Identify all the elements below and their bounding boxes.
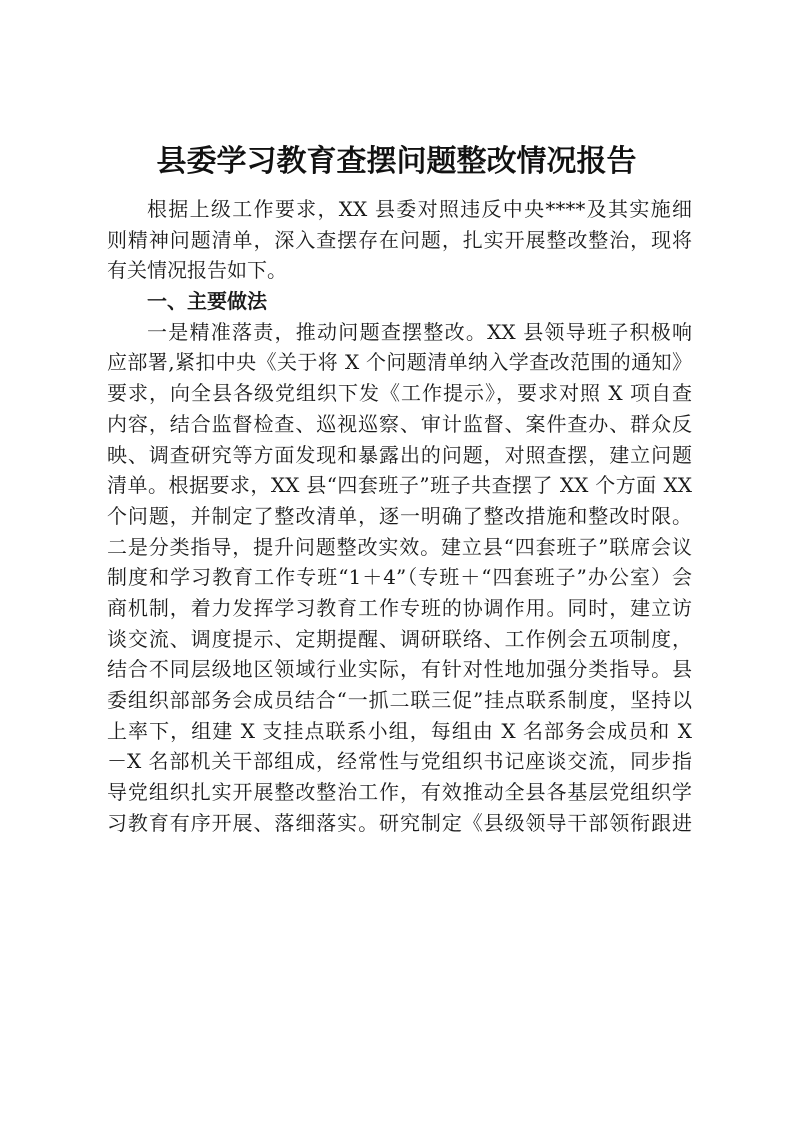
document-body (107, 194, 692, 838)
paragraph-line: 导党组织扎实开展整改整治工作，有效推动全县各基层党组织学 (107, 780, 692, 805)
paragraph-line: 谈交流、调度提示、定期提醒、调研联络、工作例会五项制度， (107, 626, 692, 651)
paragraph-line: 应部署,紧扣中央《关于将 X 个问题清单纳入学查改范围的通知》 (107, 350, 692, 375)
section-heading: 一、主要做法 (147, 289, 267, 314)
paragraph-line: －X 名部机关干部组成，经常性与党组织书记座谈交流，同步指 (107, 749, 692, 774)
paragraph-line: 二是分类指导，提升问题整改实效。建立县“四套班子”联席会议 (107, 534, 692, 559)
paragraph-line: 要求，向全县各级党组织下发《工作提示》，要求对照 X 项自查 (107, 381, 692, 406)
paragraph-line: 上率下，组建 X 支挂点联系小组，每组由 X 名部务会成员和 X (107, 718, 692, 743)
document-title: 县委学习教育查摆问题整改情况报告 (156, 144, 637, 179)
paragraph-line: 习教育有序开展、落细落实。研究制定《县级领导干部领衔跟进 (107, 810, 692, 835)
paragraph-line: 内容，结合监督检查、巡视巡察、审计监督、案件查办、群众反 (107, 411, 692, 436)
paragraph-line: 结合不同层级地区领域行业实际，有针对性地加强分类指导。县 (107, 657, 692, 682)
paragraph-line: 有关情况报告如下。 (107, 258, 287, 283)
paragraph-line: 个问题，并制定了整改清单，逐一明确了整改措施和整改时限。 (107, 503, 692, 528)
paragraph-line: 委组织部部务会成员结合“一抓二联三促”挂点联系制度，坚持以 (107, 688, 692, 712)
paragraph-line: 映、调查研究等方面发现和暴露出的问题，对照查摆，建立问题 (107, 442, 692, 467)
paragraph-line: 则精神问题清单，深入查摆存在问题，扎实开展整改整治，现将 (107, 227, 692, 252)
paragraph-line: 清单。根据要求，XX 县“四套班子”班子共查摆了 XX 个方面 XX (107, 473, 692, 498)
paragraph-line: 一是精准落责，推动问题查摆整改。XX 县领导班子积极响 (147, 319, 692, 344)
paragraph-line: 商机制，着力发挥学习教育工作专班的协调作用。同时，建立访 (107, 595, 692, 620)
paragraph-line: 根据上级工作要求，XX 县委对照违反中央****及其实施细 (147, 197, 692, 221)
paragraph-line: 制度和学习教育工作专班“1＋4”（专班＋“四套班子”办公室）会 (107, 565, 692, 590)
